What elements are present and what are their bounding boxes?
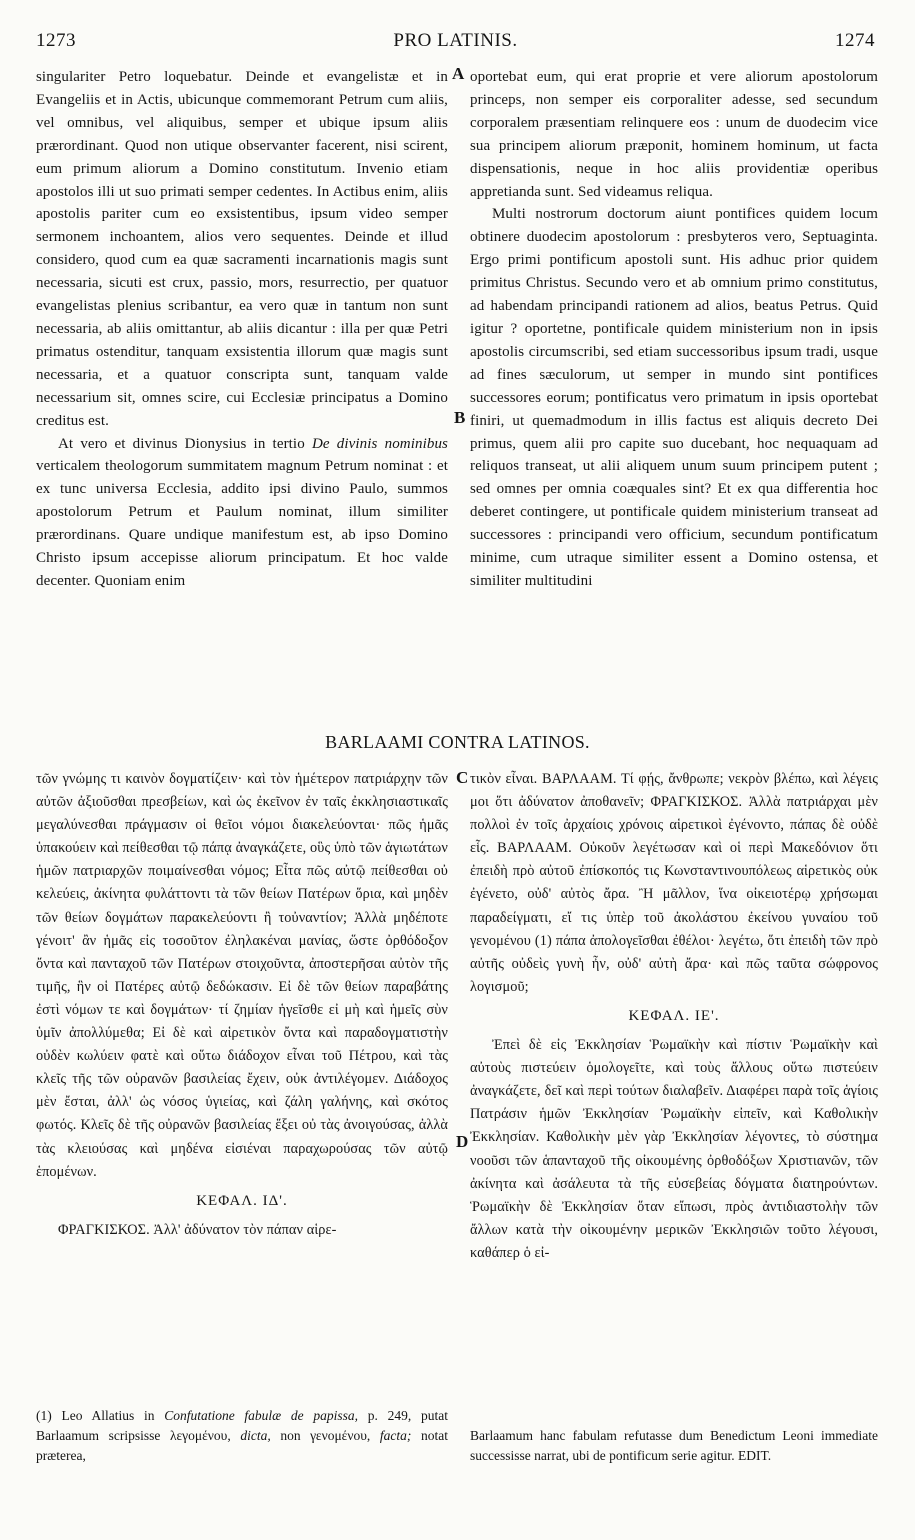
- greek-column-right: [470, 768, 878, 1265]
- latin-left-p2-italic: De divinis nominibus: [311, 435, 448, 452]
- footnote-left-start: (1) Leo Allatius in: [36, 1408, 165, 1423]
- chapter-title-14: ΚΕΦΑΛ. ΙΔ'.: [196, 1192, 288, 1209]
- greek-column-left: [36, 768, 448, 1242]
- running-head: [36, 30, 875, 56]
- footnote-left-italic-dicta: dicta,: [240, 1428, 271, 1443]
- latin-left-paragraph-2: [36, 433, 448, 593]
- running-title: PRO LATINIS.: [393, 30, 518, 51]
- latin-column-left: [36, 66, 448, 593]
- latin-right-paragraph-1: oportebat eum, qui erat proprie et vere aliorum apostolorum princeps, non semper eis corporaliter adesse, sed secundum corporalem præsentiam relinquere eos : unum de duodecim vice sua principem aliorum præponit, hominem hominum, ut facta dispensationis, neque in hoc aliis providentiæ operibus appretianda sunt. Sed videamus reliqua.: [470, 69, 878, 200]
- latin-right-paragraph-2: Multi nostrorum doctorum aiunt pontifices quidem locum obtinere duodecim apostolorum : presbyteros vero, Septuaginta. Ergo primi pontificum apostoli sunt. His adhuc prior quidem primitus Christus. Secundo vero et ab omnium primo constitutus, ad habendam principandi rationem ad alios, beatus Petrus. Quid igitur ? oportetne, pontificale quidem ministerium non in ipsis apostolis circumscribi, sed etiam successoribus ipsum tradi, usque ad fines sæculorum, ut semper in mundo sint pontifices successores eorum; pontificatus vero primatum in ipsis oportebat finiri, ut quemadmodum in illis factus est aliquis decreto Dei primus, quem alii pro capite suo ducebant, hoc nequaquam ad reliquos transeat, ut alii aliquem unum suum principem putent ; sed omnes per omnia coæquales sint? Et ex qua differentia hoc deberet contingere, ut pontificale quidem ministerium transeat ad successores : principandi vero officium, secundum pontificatum minime, cum utraque similiter essent a Domino ostensa, et similiter multitudini: [470, 206, 878, 589]
- latin-left-p2-start: At vero et divinus Dionysius in tertio: [58, 435, 312, 452]
- margin-marker-a: A: [452, 64, 465, 83]
- chapter-title-15: ΚΕΦΑΛ. ΙΕ'.: [628, 1007, 720, 1024]
- greek-right-paragraph-2: Ἐπεὶ δὲ εἰς Ἐκκλησίαν Ῥωμαϊκὴν καὶ πίστιν Ῥωμαϊκὴν καὶ αὐτοὺς πιστεύειν ὁμολογεῖτε, καὶ τοὺς ἄλλους οὕτω πιστεύειν ἀναγκάζετε, δεῖ καὶ περὶ τούτων διαλαβεῖν. Διαφέρει παρὰ τοῖς ἁγίοις Πατράσιν ἡμῶν Ἐκκλησίαν Ῥωμαϊκὴν εἰπεῖν, καὶ Καθολικὴν Ἐκκλησίαν. Καθολικὴν μὲν γὰρ Ἐκκλησίαν λέγοντες, τὸ σύστημα νοοῦσι τῶν ἁπανταχοῦ τῆς οἰκουμένης ὀρθοδόξων Χριστιανῶν, τῶν ἀκίνητα καὶ ἀσάλευτα τὰ τῆς εὐσεβείας δόγματα διατηρούντων. Ῥωμαϊκὴν δὲ Ἐκκλησίαν ὅταν εἴπωσι, πρὸς ἀντιδιαστολὴν τῶν ἄλλων κατὰ τὴν οἰκουμένην μερικῶν Ἐκκλησιῶν τοῦτο λέγουσι, καθάπερ ὁ εἰ-: [470, 1037, 878, 1261]
- greek-left-paragraph-1: τῶν γνώμης τι καινὸν δογματίζειν· καὶ τὸν ἡμέτερον πατριάρχην τῶν αὐτῶν ἀξιοῦσθαι πρεσβείων, καὶ ὡς ἐκεῖνον ἐν ταῖς ἐκκλησιαστικαῖς μεγαλύνεσθαι πράγμασιν οἱ θεῖοι νόμοι διακελεύονται· πῶς ἡμᾶς ὑπακούειν καὶ πείθεσθαι τῷ πάπᾳ ἀναγκάζετε, οὓς ὑπὸ τῶν ἁγιωτάτων ἡμῶν πατριαρχῶν ποιμαίνεσθαι νόμος; Εἶτα πῶς αὐτῷ πείθεσθαι οὐ κελεύεις, ἀκίνητα φυλάττοντι τὰ τῶν θείων Πατέρων ὅρια, καὶ μηδὲν τῶν θείων δογμάτων παρακελεύοντι ἢ τοὐναντίον; Ἀλλὰ μηδέποτε γένοιτ' ἂν ἡμᾶς εἰς τοσοῦτον ἐληλακέναι μανίας, ὥστε ὀρθόδοξον ὄντα καὶ πανταχοῦ τῶν Πατέρων στοιχοῦντα, ἀποστερῆσαι αὐτὸν τῆς τιμῆς, ἣν οἱ Πατέρες αὐτῷ δεδώκασιν. Εἰ δὲ τῶν θείων παραβάτης ἐστὶ νόμων τε καὶ δογμάτων· τί ζημίαν ἡγεῖσθε εἰ μὴ καὶ ἡμεῖς σὺν ὑμῖν ἀπολλύμεθα; Εἰ δὲ καὶ αἱρετικὸν ὄντα καὶ παραδογματιστὴν οὐδὲν κωλύειν φατὲ καὶ οὕτω διάδοχον εἶναι τοῦ Πέτρου, καὶ τὰς κλεῖς τῆς τῶν οὐρανῶν βασιλείας ἔχειν, οὐκ ἀντιλέγομεν. Διάδοχος μὲν ἔσται, ἀλλ' ὡς νόσος ὑγιείας, καὶ ζάλη γαλήνης, καὶ σκότος φωτός. Κλεῖς δὲ τῆς οὐρανῶν βασιλείας ἕξει οὐ τὰς ἀνοιγούσας, ἀλλὰ τὰς κλειούσας καὶ μηδένα εἰσιέναι παραχωρούσας τῶν αὐτῷ ἑπομένων.: [36, 771, 448, 1180]
- margin-marker-b: B: [454, 408, 466, 427]
- footnote-left-italic-facta: facta;: [379, 1428, 412, 1443]
- section-heading-barlaami: BARLAAMI CONTRA LATINOS.: [325, 732, 590, 752]
- latin-left-p2-rest: verticalem theologorum summitatem magnum Petrum nominat : et ex tunc universa Ecclesia, addito ipsi divino Paulo, summos apostolorum Petrum et Paulum nominat, illum similiter prærordinans. Quare undique manifestum est, ab ipso Domino Christo ipsum accepisse aliorum principatum. Et hoc valde decenter. Quoniam enim: [36, 458, 448, 589]
- footnote-left-end: notat præterea,: [36, 1428, 449, 1463]
- footnote-left-mid2: non γενομένου,: [270, 1428, 380, 1443]
- left-page-number: 1273: [36, 30, 76, 51]
- greek-left-paragraph-2: ΦΡΑΓΚΙΣΚΟΣ. Ἀλλ' ἀδύνατον τὸν πάπαν αἱρε-: [58, 1221, 337, 1238]
- margin-marker-c: C: [456, 768, 469, 787]
- latin-left-paragraph-1: singulariter Petro loquebatur. Deinde et evangelistæ et in Evangeliis et in Actis, ubicunque commemorant Petrum cum aliis, vel omnibus, vel aliquibus, semper et ubique ipsum aliis prærordinant. Quod non utique observanter facerent, nisi scirent, eum primum aliorum a Domino constitutum. Invenio etiam apostolos illi ut suo primati semper cedentes. In Actibus enim, aliis apostolis pariter cum eo exsistentibus, ipsum video semper sermonem inchoantem, alios vero sequentes. Deinde et illud considero, quod cum ea quæ sacramenti incarnationis magis sunt necessaria, sicuti est crux, passio, mors, resurrectio, per quatuor evangelistas plenius scribantur, ea vero quæ in tantum non sunt necessaria, ab aliis omittantur, ab aliis dicantur : illa per quæ Petri primatus ostenditur, tanquam exsistentia illorum quæ magis sunt necessaria, et a quatuor conscripta sunt, tanquam valde necessarium sit, omnes scire, cui Ecclesiæ principatus a Domino creditus est.: [36, 69, 448, 429]
- footnote-left: [36, 1406, 448, 1466]
- right-page-number: 1274: [835, 30, 875, 51]
- footnote-left-mid: p. 249, putat Barlaamum scripsisse λεγομένου,: [36, 1408, 448, 1443]
- greek-right-paragraph-1: τικὸν εἶναι. ΒΑΡΛΑΑΜ. Τί φῄς, ἄνθρωπε; νεκρὸν βλέπω, καὶ λέγεις μοι ὅτι ἀδύνατον ἀποθανεῖν; ΦΡΑΓΚΙΣΚΟΣ. Ἀλλὰ πατριάρχαι μὲν πολλοὶ ἐν τοῖς ἀρχαίοις χρόνοις αἱρετικοὶ ἐγένοντο, πάπας δὲ οὐδὲ εἷς. ΒΑΡΛΑΑΜ. Οὐκοῦν λεγέτωσαν καὶ οἱ περὶ Μακεδόνιον ὅτι ἐπειδὴ πρὸ αὐτοῦ ἐπίσκοπός τις Κωνσταντινουπόλεως αἱρετικὸς οὐκ ἐγένετο, οὐδ' αὐτὸς ἄρα. Ἢ μᾶλλον, ἵνα οἰκειοτέρῳ χρήσωμαι παραδείγματι, εἴ τις ὑπὲρ τοῦ ἀκολάστου ἐκείνου γυναίου τοῦ γενομένου (1) πάπα ἀπολογεῖσθαι ἐθέλοι· λεγέτω, ὅτι ἐπειδὴ τῶν πρὸ αὐτῆς οὐδεὶς γυνὴ ἦν, οὐδ' αὐτὴ ἄρα· καὶ πῶς ταῦτα σώφρονος λογισμοῦ;: [470, 771, 878, 995]
- footnote-left-italic-title: Confutatione fabulæ de papissa,: [164, 1408, 359, 1423]
- latin-column-right: [470, 66, 878, 593]
- margin-marker-d: D: [456, 1132, 469, 1151]
- footnote-right: Barlaamum hanc fabulam refutasse dum Benedictum Leoni immediate successisse narrat, ubi de pontificum serie agitur. EDIT.: [470, 1428, 878, 1463]
